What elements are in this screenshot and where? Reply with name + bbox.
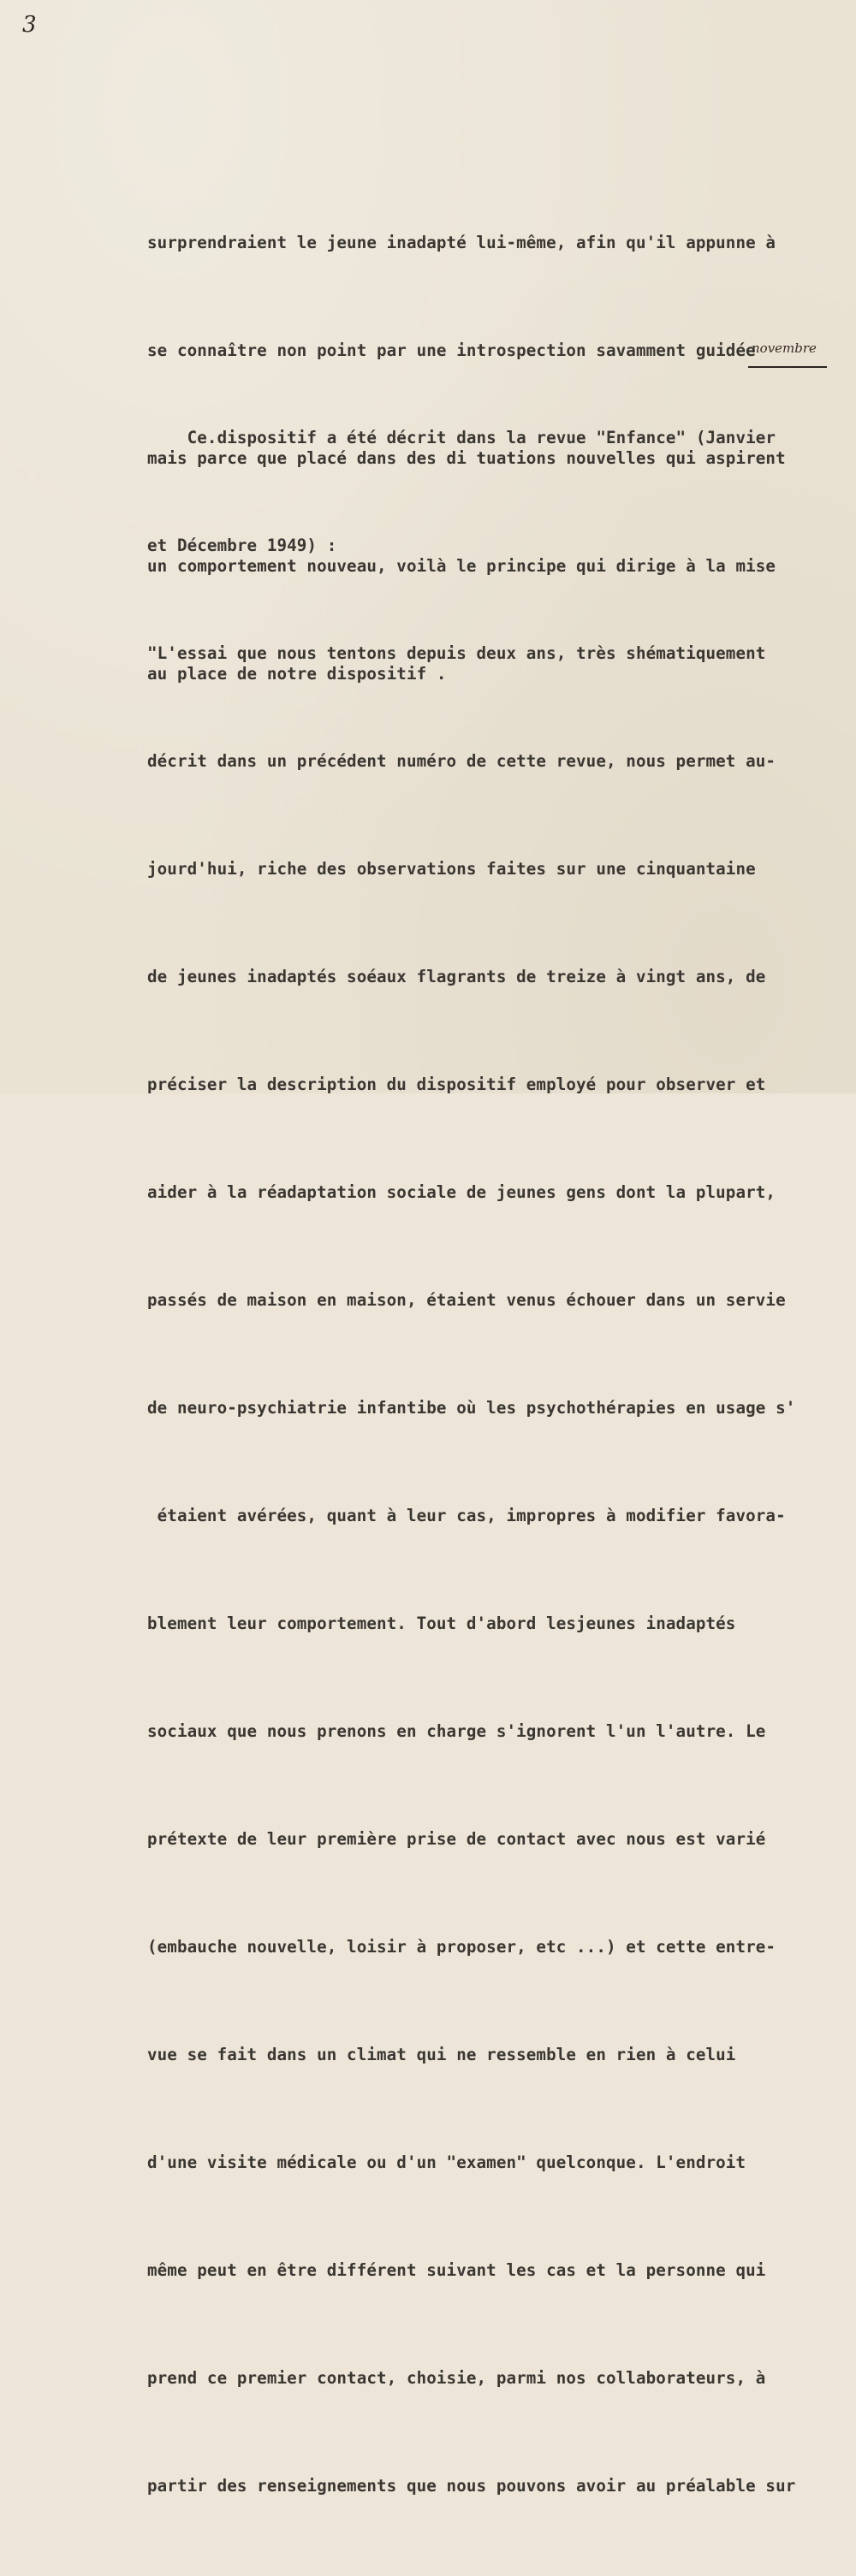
text-line: préciser la description du dispositif employé pour observer et <box>147 1075 766 1094</box>
text-line: surprendraient le jeune inadapté lui-même, afin qu'il appunne à <box>147 233 776 252</box>
text-line: et Décembre 1949) : <box>147 536 337 555</box>
text-line: décrit dans un précédent numéro de cette revue, nous permet au- <box>147 751 776 771</box>
text-line: Ce.dispositif a été décrit dans la revue "Enfance" (Janvier <box>147 428 776 447</box>
text-line: au place de notre dispositif . <box>147 664 447 684</box>
text-line: prend ce premier contact, choisie, parmi nos collaborateurs, à <box>147 2368 766 2388</box>
text-line: passés de maison en maison, étaient venus échouer dans un servie <box>147 1290 786 1310</box>
text-line: partir des renseignements que nous pouvons avoir au préalable sur <box>147 2476 796 2496</box>
text-line: se connaître non point par une introspection savamment guidée <box>147 341 756 360</box>
text-line: de jeunes inadaptés soéaux flagrants de treize à vingt ans, de <box>147 967 766 986</box>
text-line: un comportement nouveau, voilà le principe qui dirige à la mise <box>147 556 776 576</box>
text-line: sociaux que nous prenons en charge s'ignorent l'un l'autre. Le <box>147 1721 766 1741</box>
handwritten-annotation: novembre <box>752 341 817 356</box>
text-line: blement leur comportement. Tout d'abord lesjeunes inadaptés <box>147 1614 736 1633</box>
text-line: (embauche nouvelle, loisir à proposer, etc ...) et cette entre- <box>147 1937 776 1957</box>
text-line: "L'essai que nous tentons depuis deux ans, très shématiquement <box>147 643 766 663</box>
text-line: de neuro-psychiatrie infantibe où les psychothérapies en usage s' <box>147 1398 796 1418</box>
text-line: étaient avérées, quant à leur cas, impropres à modifier favora- <box>147 1506 786 1525</box>
text-line: d'une visite médicale ou d'un "examen" quelconque. L'endroit <box>147 2153 746 2172</box>
text-line: aider à la réadaptation sociale de jeunes gens dont la plupart, <box>147 1182 776 1202</box>
text-line: vue se fait dans un climat qui ne ressemble en rien à celui <box>147 2045 736 2064</box>
strikethrough-mark <box>748 366 827 368</box>
text-line: même peut en être différent suivant les cas et la personne qui <box>147 2260 766 2280</box>
text-line: mais parce que placé dans des di tuations nouvelles qui aspirent <box>147 448 786 468</box>
page-number: 3 <box>22 12 37 38</box>
text-line: jourd'hui, riche des observations faites sur une cinquantaine <box>147 859 756 879</box>
paragraph-2 <box>147 348 823 2576</box>
text-line: prétexte de leur première prise de contact avec nous est varié <box>147 1829 766 1849</box>
